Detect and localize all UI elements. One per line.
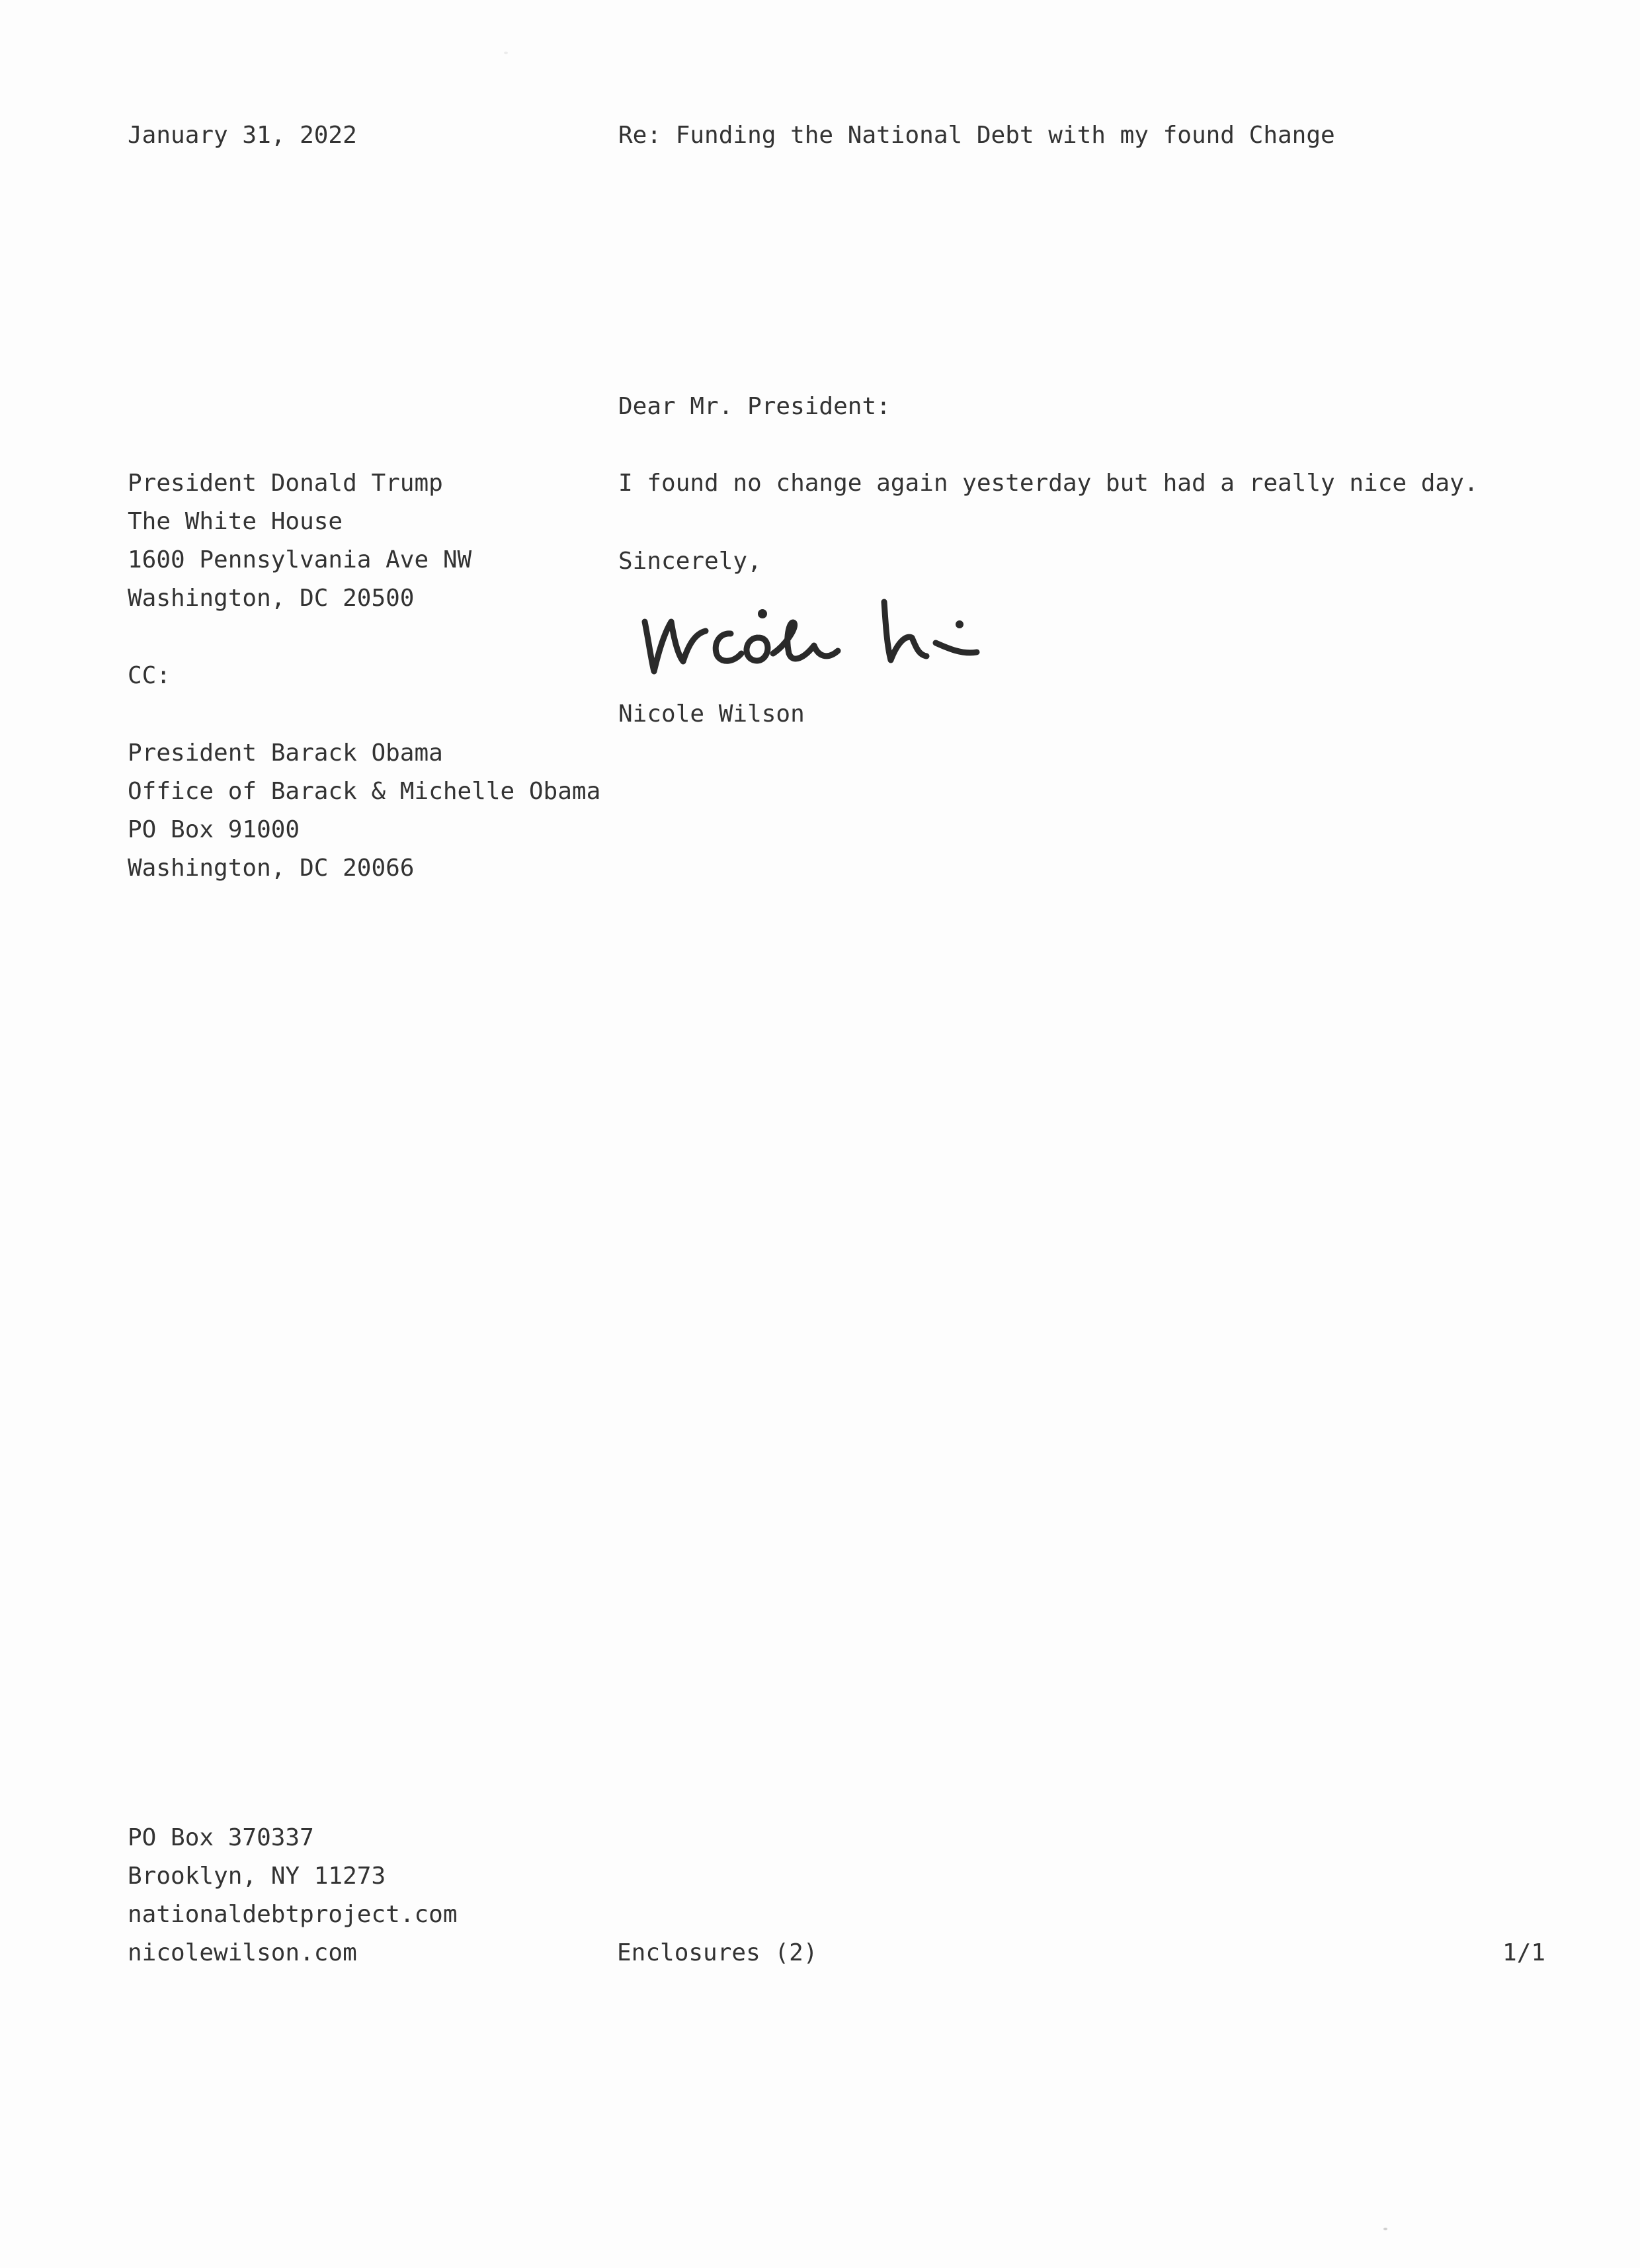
handwritten-signature <box>632 582 1002 694</box>
cc-address <box>128 734 600 888</box>
letter-date: January 31, 2022 <box>128 122 357 149</box>
scan-speck <box>1383 2228 1387 2230</box>
recipient-organization: The White House <box>128 508 343 535</box>
sender-city: Brooklyn, NY 11273 <box>128 1863 386 1890</box>
letter-subject: Re: Funding the National Debt with my found Change <box>618 122 1335 149</box>
sender-website-personal: nicolewilson.com <box>128 1939 357 1966</box>
cc-city: Washington, DC 20066 <box>128 855 415 882</box>
cc-po-box: PO Box 91000 <box>128 816 300 843</box>
cc-name: President Barack Obama <box>128 739 443 767</box>
closing: Sincerely, <box>618 548 762 575</box>
scan-speck <box>504 52 508 54</box>
sender-footer-address <box>128 1819 458 1972</box>
enclosures-note: Enclosures (2) <box>617 1939 818 1966</box>
recipient-address <box>128 464 472 618</box>
page-number: 1/1 <box>1502 1939 1545 1966</box>
cc-label: CC: <box>128 662 171 689</box>
sender-website-project: nationaldebtproject.com <box>128 1901 458 1928</box>
salutation: Dear Mr. President: <box>618 393 891 420</box>
cc-organization: Office of Barack & Michelle Obama <box>128 778 601 805</box>
recipient-city: Washington, DC 20500 <box>128 585 415 612</box>
body-message: I found no change again yesterday but had a really nice day. <box>618 470 1479 497</box>
recipient-name: President Donald Trump <box>128 470 443 497</box>
sender-po-box: PO Box 370337 <box>128 1824 314 1851</box>
signer-name: Nicole Wilson <box>618 700 805 728</box>
recipient-street: 1600 Pennsylvania Ave NW <box>128 546 472 573</box>
